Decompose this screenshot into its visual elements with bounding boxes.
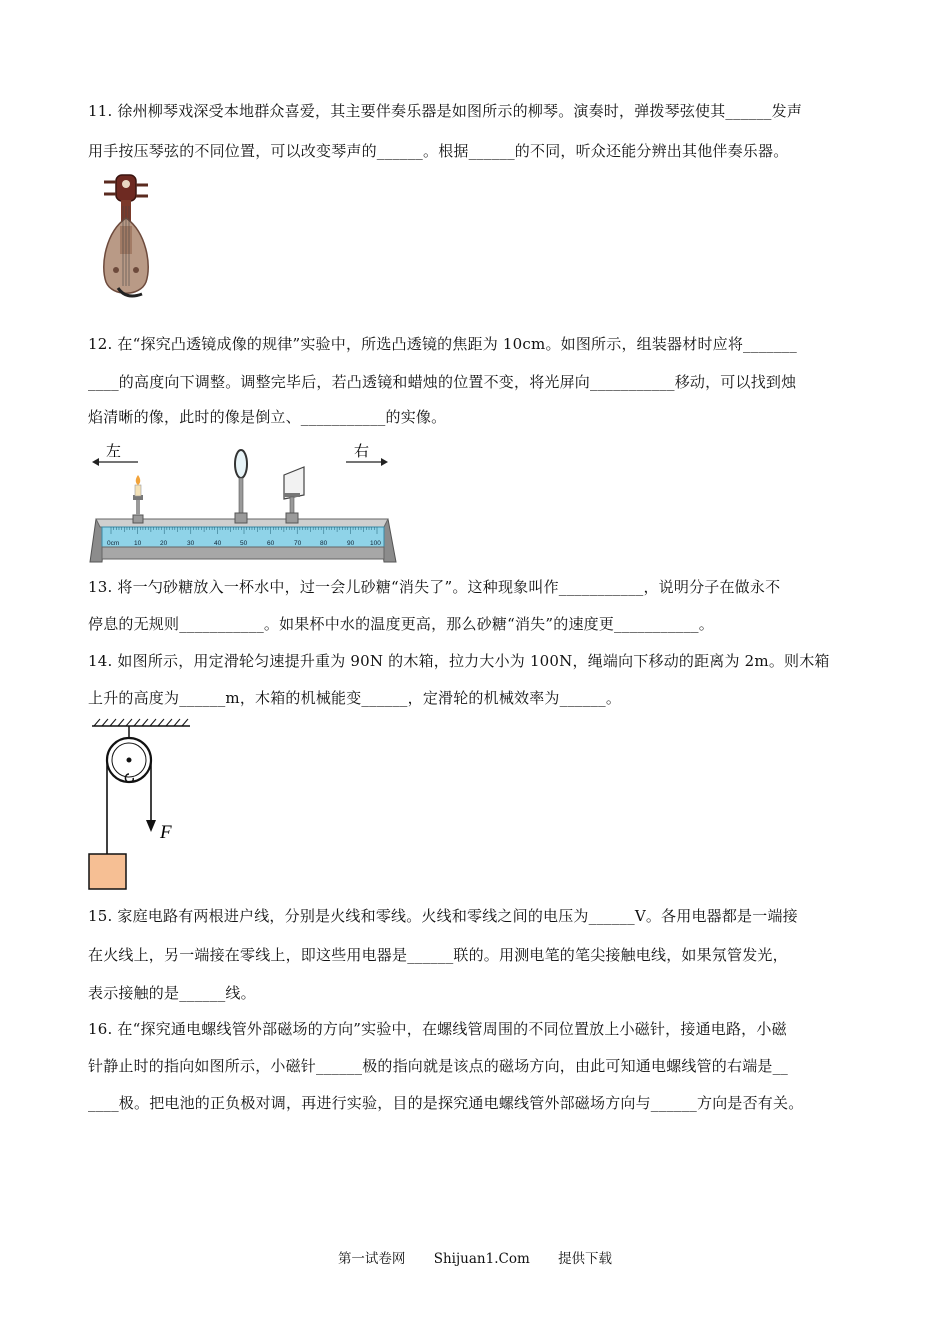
- scale-label-20: 20: [160, 540, 168, 547]
- scale-label-40: 40: [214, 540, 222, 547]
- scale-label-70: 70: [294, 540, 302, 547]
- right-direction-label: 右: [354, 444, 370, 460]
- footer-site-en[interactable]: Shijuan1.Com: [433, 1251, 530, 1267]
- q16-line-2: 针静止时的指向如图所示，小磁针______极的指向就是该点的磁场方向，由此可知通电螺线管的右端是__: [88, 1057, 789, 1075]
- q16-line-1: 16. 在“探究通电螺线管外部磁场的方向”实验中，在螺线管周围的不同位置放上小磁针，接通电路，小磁: [88, 1020, 787, 1038]
- q13-line-1: 13. 将一勺砂糖放入一杯水中，过一会儿砂糖“消失了”。这种现象叫作___________，说明分子在做永不: [88, 578, 781, 596]
- q16-line-3: ____极。把电池的正负极对调，再进行实验，目的是探究通电螺线管外部磁场方向与______方向是否有关。: [88, 1094, 804, 1112]
- fixed-pulley-figure: [88, 714, 198, 892]
- q15-line-1: 15. 家庭电路有两根进户线，分别是火线和零线。火线和零线之间的电压为______V。各用电器都是一端接: [88, 907, 798, 925]
- liuqin-instrument-image: [92, 170, 162, 305]
- page-footer: [0, 1247, 950, 1267]
- candle-icon: [133, 475, 143, 523]
- q13-line-2: 停息的无规则___________。如果杯中水的温度更高，那么砂糖“消失”的速度更___________。: [88, 615, 714, 633]
- q12-line-3: 焰清晰的像，此时的像是倒立、___________的实像。: [88, 408, 447, 426]
- scale-label-60: 60: [267, 540, 275, 547]
- q14-line-2: 上升的高度为______m，木箱的机械能变______，定滑轮的机械效率为______。: [88, 689, 622, 707]
- q12-line-2: ____的高度向下调整。调整完毕后，若凸透镜和蜡烛的位置不变，将光屏向___________移动，可以找到烛: [88, 373, 797, 391]
- light-screen-icon: [284, 467, 304, 523]
- wooden-box-icon: [89, 854, 126, 889]
- scale-label-0: 0cm: [107, 540, 120, 547]
- scale-label-30: 30: [187, 540, 195, 547]
- scale-label-80: 80: [320, 540, 328, 547]
- q15-line-2: 在火线上，另一端接在零线上，即这些用电器是______联的。用测电笔的笔尖接触电线，如果氖管发光，: [88, 946, 788, 964]
- left-direction-label: 左: [106, 444, 122, 460]
- footer-site-cn: 第一试卷网: [337, 1251, 406, 1267]
- convex-lens-icon: [235, 450, 247, 523]
- force-label: F: [160, 822, 172, 843]
- footer-note: 提供下载: [558, 1251, 613, 1267]
- scale-label-90: 90: [347, 540, 355, 547]
- force-arrow-icon: [146, 820, 156, 832]
- scale-label-50: 50: [240, 540, 248, 547]
- q11-line-2: 用手按压琴弦的不同位置，可以改变琴声的______。根据______的不同，听众还能分辨出其他伴奏乐器。: [88, 142, 789, 160]
- scale-label-100: 100: [370, 540, 381, 547]
- q11-line-1: 11. 徐州柳琴戏深受本地群众喜爱，其主要伴奏乐器是如图所示的柳琴。演奏时，弹拨琴弦使其______发声: [88, 102, 803, 120]
- scale-label-10: 10: [134, 540, 142, 547]
- q14-line-1: 14. 如图所示，用定滑轮匀速提升重为 90N 的木箱，拉力大小为 100N，绳端向下移动的距离为 2m。则木箱: [88, 652, 830, 670]
- q15-line-3: 表示接触的是______线。: [88, 984, 256, 1002]
- q12-line-1: 12. 在“探究凸透镜成像的规律”实验中，所选凸透镜的焦距为 10cm。如图所示，组装器材时应将_______: [88, 335, 797, 353]
- optical-bench-figure: [88, 437, 408, 565]
